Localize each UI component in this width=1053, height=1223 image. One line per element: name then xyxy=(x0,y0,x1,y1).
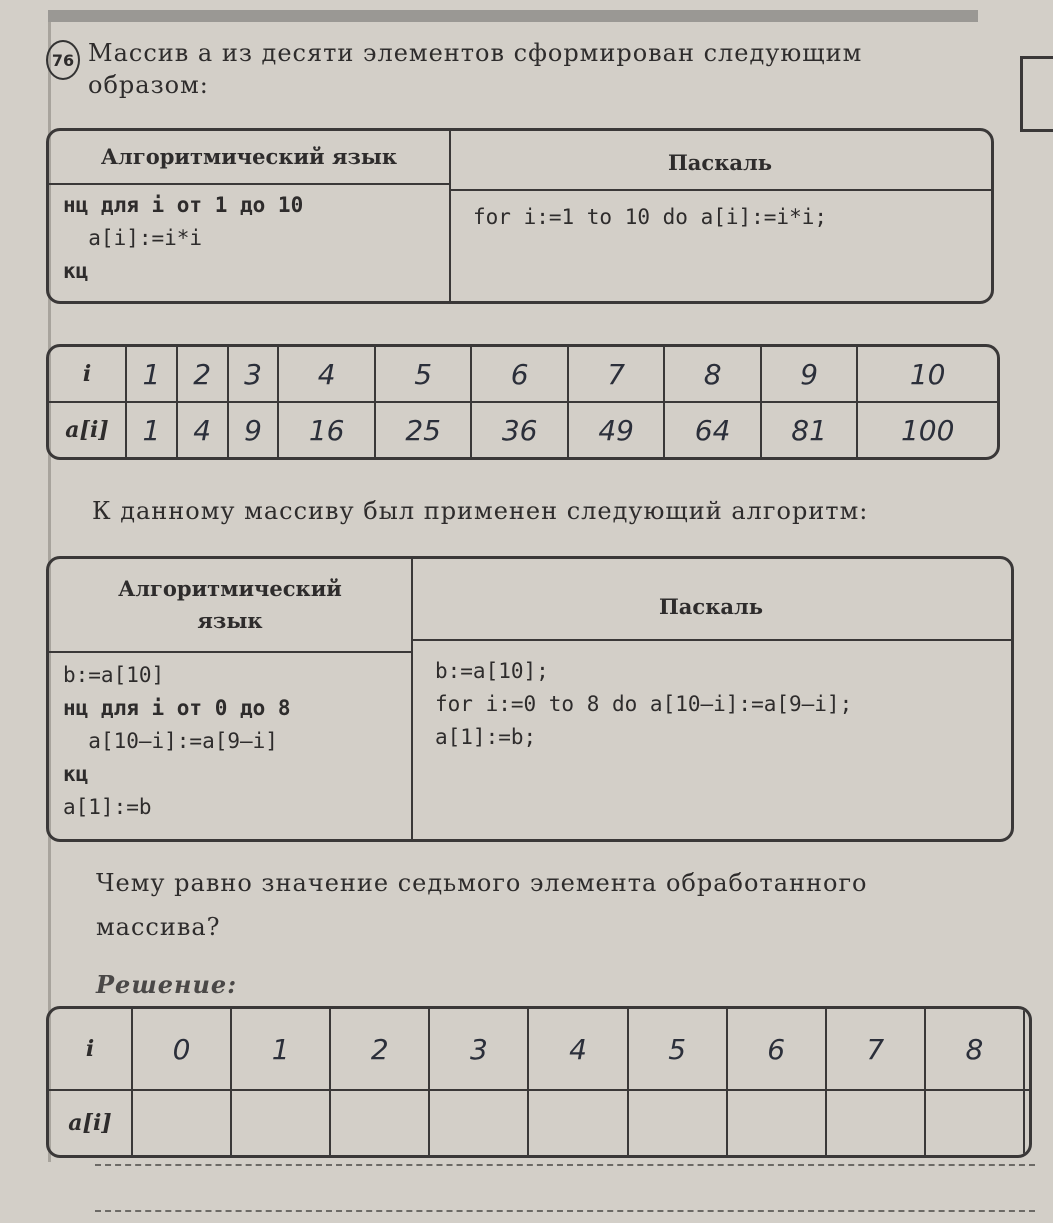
table2-a-cell[interactable] xyxy=(231,1090,330,1155)
answer-line xyxy=(95,1210,1035,1212)
table2-i-cell: 1 xyxy=(231,1009,330,1090)
table1-a-cell: 25 xyxy=(375,402,471,457)
table1-i-label: i xyxy=(49,347,126,402)
table1-i-cell: 5 xyxy=(375,347,471,402)
table2-i-cell: 5 xyxy=(628,1009,727,1090)
algo2-left-code: b:=a[10] нц для i от 0 до 8 a[10–i]:=a[9–i] кц a[1]:=b xyxy=(63,663,291,819)
table2-a-cell[interactable] xyxy=(925,1090,1024,1155)
table1-i-cell: 2 xyxy=(177,347,228,402)
table1-a-cell: 49 xyxy=(568,402,664,457)
table2-a-cell[interactable] xyxy=(330,1090,429,1155)
table1-i-cell: 1 xyxy=(126,347,177,402)
table1-i-cell: 8 xyxy=(664,347,760,402)
table1-a-cell: 64 xyxy=(664,402,760,457)
solution-label: Решение: xyxy=(96,970,238,999)
solution-table xyxy=(46,1006,1032,1158)
table2-i-cell: 6 xyxy=(727,1009,826,1090)
algo1-left-code: нц для i от 1 до 10 a[i]:=i*i кц xyxy=(63,193,304,283)
table1-a-cell: 16 xyxy=(278,402,374,457)
middle-statement: К данному массиву был применен следующий алгоритм: xyxy=(92,497,869,525)
table1-i-cell: 3 xyxy=(228,347,279,402)
algo1-header-left: Алгоритмический язык xyxy=(100,144,398,169)
algo2-right-code: b:=a[10]; for i:=0 to 8 do a[10–i]:=a[9–i]; a[1]:=b; xyxy=(435,659,853,749)
algo1-header-right: Паскаль xyxy=(667,150,773,175)
table2-i-cell xyxy=(1024,1009,1029,1090)
table2-a-cell[interactable] xyxy=(1024,1090,1029,1155)
table1-a-cell: 1 xyxy=(126,402,177,457)
table1-i-cell: 6 xyxy=(471,347,567,402)
table1-i-cell: 7 xyxy=(568,347,664,402)
table1-i-cell: 10 xyxy=(857,347,997,402)
question-line-1: Чему равно значение седьмого элемента обработанного xyxy=(96,869,868,897)
table1-a-cell: 9 xyxy=(228,402,279,457)
table2-i-cell: 0 xyxy=(132,1009,231,1090)
table2-a-cell[interactable] xyxy=(727,1090,826,1155)
algo1-right-code: for i:=1 to 10 do a[i]:=i*i; xyxy=(473,205,828,229)
table1-i-cell: 4 xyxy=(278,347,374,402)
page-top-bar xyxy=(48,10,978,22)
algo2-header-right: Паскаль xyxy=(658,594,764,619)
algorithm-box-1 xyxy=(46,128,994,304)
table2-a-label: a[i] xyxy=(49,1090,132,1155)
table2-i-label: i xyxy=(49,1009,132,1090)
table2-a-cell[interactable] xyxy=(132,1090,231,1155)
table2-i-cell: 3 xyxy=(429,1009,528,1090)
problem-number: 76 xyxy=(46,40,80,80)
problem-intro-line-2: образом: xyxy=(88,71,209,99)
algorithm-box-2 xyxy=(46,556,1014,842)
table2-a-cell[interactable] xyxy=(628,1090,727,1155)
table1-a-cell: 36 xyxy=(471,402,567,457)
table1-i-cell: 9 xyxy=(761,347,857,402)
table1-a-cell: 4 xyxy=(177,402,228,457)
table2-a-cell[interactable] xyxy=(429,1090,528,1155)
values-table-1 xyxy=(46,344,1000,460)
answer-line xyxy=(95,1164,1035,1166)
problem-intro-line-1: Массив a из десяти элементов сформирован следующим xyxy=(88,39,863,67)
table2-i-cell: 7 xyxy=(826,1009,925,1090)
algo2-header-left: Алгоритмический язык xyxy=(118,576,342,633)
table2-a-cell[interactable] xyxy=(826,1090,925,1155)
table2-i-cell: 2 xyxy=(330,1009,429,1090)
margin-box xyxy=(1020,56,1053,132)
table2-i-cell: 8 xyxy=(925,1009,1024,1090)
table1-a-cell: 81 xyxy=(761,402,857,457)
table1-a-cell: 100 xyxy=(857,402,997,457)
table1-a-label: a[i] xyxy=(49,402,126,457)
table2-a-cell[interactable] xyxy=(528,1090,627,1155)
table2-i-cell: 4 xyxy=(528,1009,627,1090)
question-line-2: массива? xyxy=(96,913,221,941)
